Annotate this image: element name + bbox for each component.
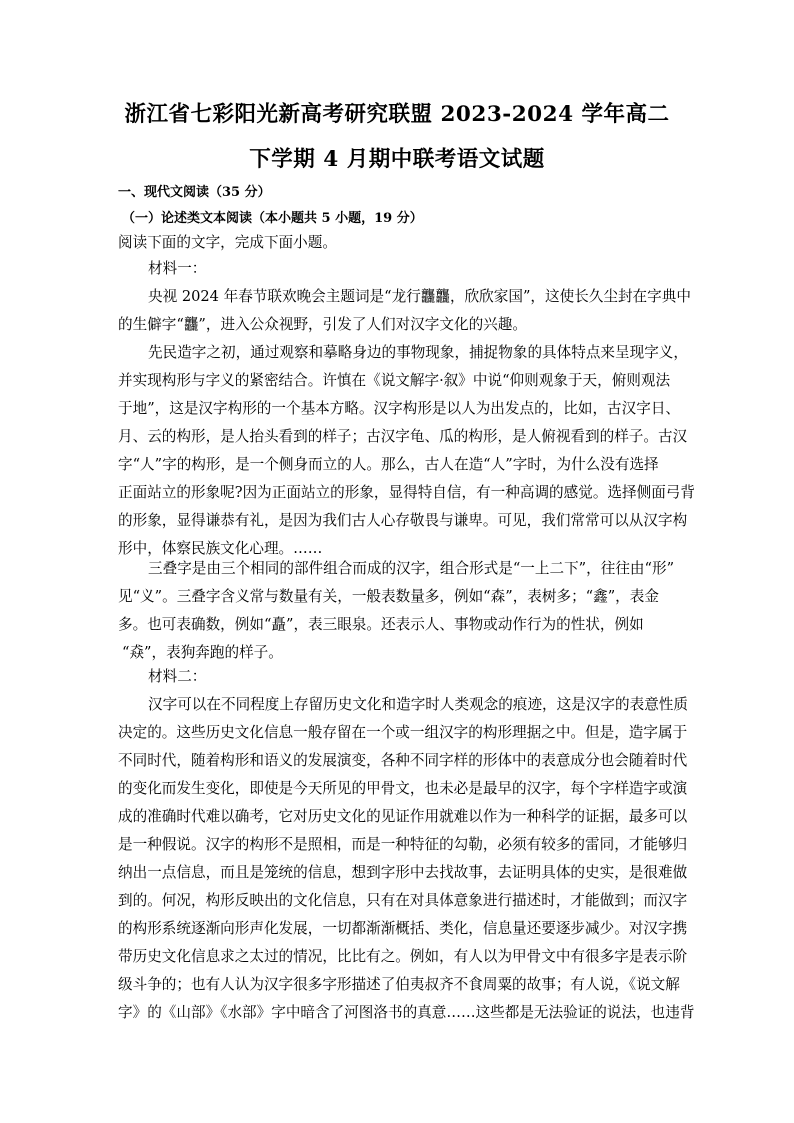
body-line: 的构形系统逐渐向形声化发展，一切都渐渐概括、类化，信息量还要逐步减少。对汉字携 [118, 920, 688, 937]
body-line: “猋”，表狗奔跑的样子。 [122, 644, 283, 661]
body-line: 先民造字之初，通过观察和摹略身边的事物现象，捕捉物象的具体特点来呈现字义， [148, 344, 688, 361]
body-line: 的生僻字“龘”，进入公众视野，引发了人们对汉字文化的兴趣。 [118, 316, 527, 333]
body-line: 月、云的构形，是人抬头看到的样子；古汉字龟、瓜的构形，是人俯视看到的样子。古汉 [118, 428, 688, 445]
body-line: 的形象，显得谦恭有礼，是因为我们古人心存敬畏与谦卑。可见，我们常常可以从汉字构 [118, 512, 688, 529]
body-line: 见“义”。三叠字含义常与数量有关，一般表数量多，例如“森”，表树多；“鑫”，表金 [118, 588, 659, 605]
instruction-line: 阅读下面的文字，完成下面小题。 [118, 234, 337, 251]
body-line: 正面站立的形象呢?因为正面站立的形象，显得特自信，有一种高调的感觉。选择侧面弓背 [118, 484, 695, 501]
document-title-line-1: 浙江省七彩阳光新高考研究联盟 2023-2024 学年高二 [124, 102, 670, 127]
body-line: 形中，体察民族文化心理。…… [118, 540, 323, 557]
body-line: 纳出一点信息，而且是笼统的信息，想到字形中去找故事，去证明具体的史实，是很难做 [118, 864, 688, 881]
material-one-label: 材料一： [148, 260, 207, 277]
body-line: 是一种假说。汉字的构形不是照相，而是一种特征的勾勒，必须有较多的雷同，才能够归 [118, 836, 688, 853]
body-line: 于地”，这是汉字构形的一个基本方略。汉字构形是以人为出发点的，比如，古汉字日、 [118, 400, 681, 417]
body-line: 不同时代，随着构形和语义的发展演变，各种不同字样的形体中的表意成分也会随着时代 [118, 752, 688, 769]
body-line: 字》的《山部》《水部》字中暗含了河图洛书的真意……这些都是无法验证的说法，也违背 [118, 1004, 695, 1021]
body-line: 字“人”字的构形，是一个侧身而立的人。那么，古人在造“人”字时，为什么没有选择 [118, 456, 659, 473]
body-line: 到的。何况，构形反映出的文化信息，只有在对具体意象进行描述时，才能做到；而汉字 [118, 892, 688, 909]
body-line: 三叠字是由三个相同的部件组合而成的汉字，组合形式是“一上二下”，往往由“形” [148, 560, 675, 577]
subsection-heading: （一）论述类文本阅读（本小题共 5 小题，19 分） [122, 211, 423, 226]
body-line: 决定的。这些历史文化信息一般存留在一个或一组汉字的构形理据之中。但是，造字属于 [118, 724, 688, 741]
document-title-line-2: 下学期 4 月期中联考语文试题 [249, 147, 545, 172]
material-two-label: 材料二： [148, 668, 207, 685]
section-heading: 一、现代文阅读（35 分） [118, 185, 271, 200]
body-line: 并实现构形与字义的紧密结合。许慎在《说文解字·叙》中说“仰则观象于天，俯则观法 [118, 372, 671, 389]
body-line: 汉字可以在不同程度上存留历史文化和造字时人类观念的痕迹，这是汉字的表意性质 [148, 696, 688, 713]
body-line: 的变化而发生变化，即使是今天所见的甲骨文，也未必是最早的汉字，每个字样造字或演 [118, 780, 688, 797]
body-line: 成的准确时代难以确考，它对历史文化的见证作用就难以作为一种科学的证据，最多可以 [118, 808, 688, 825]
body-line: 级斗争的；也有人认为汉字很多字形描述了伯夷叔齐不食周粟的故事；有人说，《说文解 [118, 976, 680, 993]
body-line: 央视 2024 年春节联欢晚会主题词是“龙行龘龘，欣欣家国”，这使长久尘封在字典中 [148, 288, 691, 305]
body-line: 带历史文化信息求之太过的情况，比比有之。例如，有人以为甲骨文中有很多字是表示阶 [118, 948, 688, 965]
body-line: 多。也可表确数，例如“矗”，表三眼泉。还表示人、事物或动作行为的性状，例如 [118, 616, 644, 633]
